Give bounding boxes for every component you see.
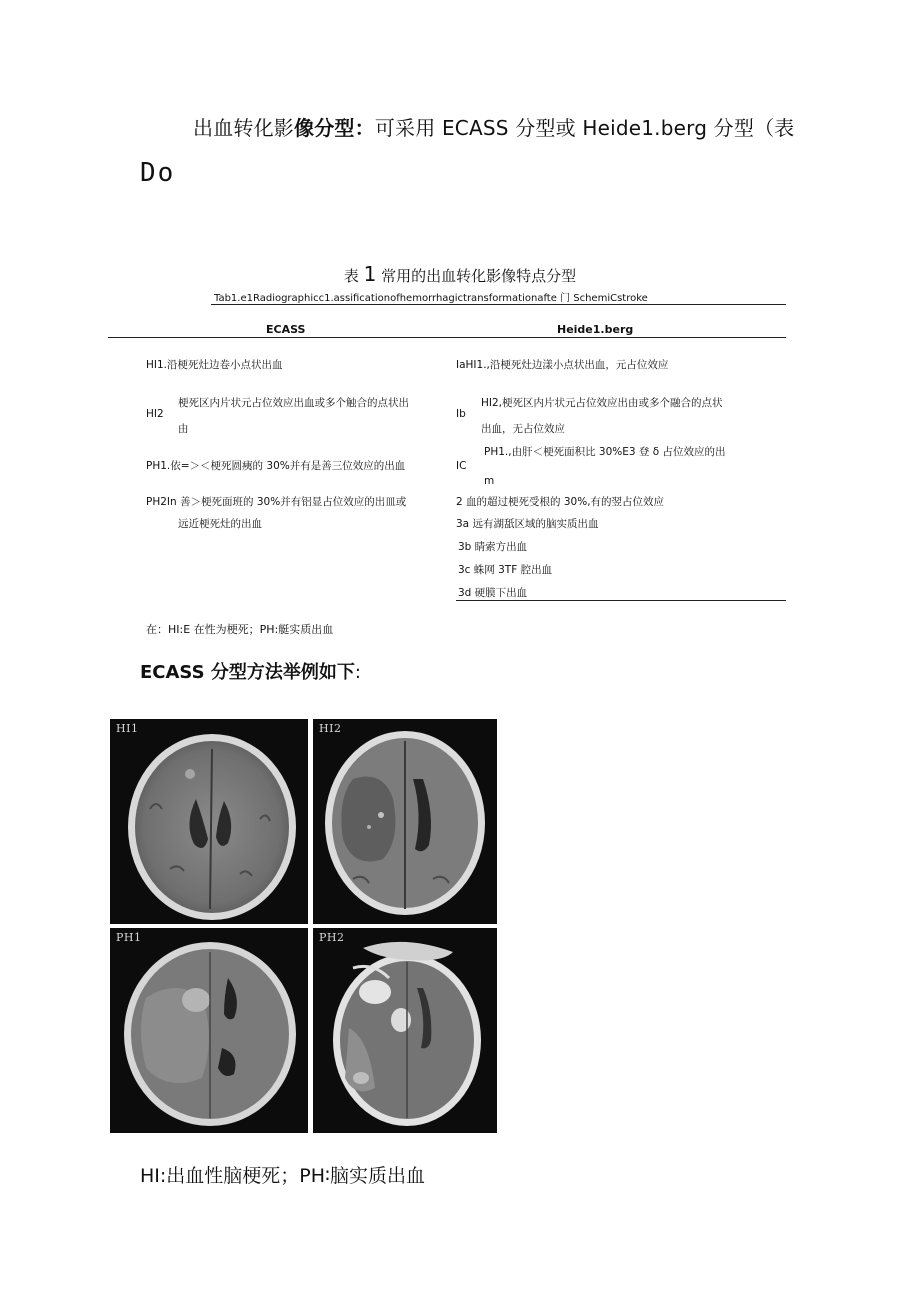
table-row — [146, 360, 283, 371]
intro-line-2: Do — [140, 158, 176, 188]
panel-label: PH2 — [319, 931, 345, 944]
table-row: 2 血的超过梗死受根的 30%,有的翌占位效应 — [456, 496, 665, 508]
table-row: 3c 蛛网 3TF 腔出血 — [458, 564, 553, 576]
row-text: 沿梗死灶边卷小点状出血 — [167, 359, 283, 371]
table-row: IaHI1.,沿梗死灶边漾小点状出血，元占位效应 — [456, 359, 669, 371]
ct-scan-image — [313, 928, 497, 1133]
row-code: IC — [456, 460, 467, 472]
ct-panel-ph1 — [110, 928, 308, 1133]
ct-figure — [109, 718, 498, 1134]
row-code: PH2In — [146, 496, 177, 508]
ct-panel-ph2 — [313, 928, 497, 1133]
col-header-heidelberg: Heide1.berg — [557, 323, 634, 336]
row-text: PH1.,由肝＜梗死面积比 30%E3 登 δ 占位效应的出 — [484, 446, 726, 458]
ct-scan-image — [110, 719, 308, 924]
intro-line — [193, 112, 794, 141]
panel-label: PH1 — [116, 931, 142, 944]
table-row: 3a 远有湖舐区域的脑实质出血 — [456, 518, 599, 530]
table-row — [146, 497, 406, 508]
ct-panel-hi2 — [313, 719, 497, 924]
intro-bold: 像分型： — [294, 116, 375, 140]
heading-colon: : — [354, 662, 361, 683]
table-row — [146, 461, 405, 472]
row-text: HI2,梗死区内片状元占位效应出由或多个融合的点状 — [481, 397, 723, 409]
row-code: HI1. — [146, 359, 168, 371]
figure-caption: HI:出血性脑梗死；PH∶脑实质出血 — [140, 1165, 425, 1187]
ct-panel-hi1 — [110, 719, 308, 924]
caption-text: 常用的出血转化影像特点分型 — [376, 267, 577, 285]
table-caption — [0, 262, 920, 286]
caption-prefix: 表 — [343, 267, 359, 285]
table-top-rule — [211, 304, 786, 305]
panel-label: HI1 — [116, 722, 139, 735]
heading-text: ECASS 分型方法举例如下 — [140, 662, 355, 683]
table-row: 3b 睛索方出血 — [458, 541, 528, 553]
col-header-ecass: ECASS — [266, 323, 306, 336]
caption-number: 1 — [363, 262, 377, 286]
row-text-cont: m — [484, 475, 495, 487]
table-subtitle: Tab1.e1Radiographicc1.assificationofhemorrhagictransformationafte 门 SchemiCstroke — [214, 293, 648, 304]
table-row: 3d 硬膜下出血 — [458, 587, 528, 599]
ct-scan-image — [110, 928, 308, 1133]
table-header-rule — [108, 337, 786, 338]
panel-label: HI2 — [319, 722, 342, 735]
row-text-cont: 远近梗死灶的出血 — [178, 518, 262, 530]
row-text: 善＞梗死面班的 30%并有铝显占位效应的出皿或 — [180, 496, 407, 508]
intro-part1: 出血转化影 — [193, 116, 294, 140]
row-text: 梗死区内片状元占位效应出血或多个触合的点状出 — [178, 397, 409, 409]
section-heading — [140, 658, 361, 684]
row-text: 依=＞＜梗死圆痍的 30%并有是善三位效应的出血 — [170, 460, 406, 472]
row-code: HI2 — [146, 408, 164, 420]
row-code: Ib — [456, 408, 466, 420]
row-text-cont: 由 — [178, 423, 189, 435]
table-bottom-rule — [456, 600, 786, 601]
row-text-cont: 出血，无占位效应 — [481, 423, 565, 435]
intro-part3: 可采用 ECASS 分型或 Heide1.berg 分型（表 — [374, 116, 795, 140]
row-code: PH1. — [146, 460, 171, 472]
table-note: 在：HI:E 在性为梗死；PH:艇实质出血 — [146, 623, 334, 636]
ct-scan-image — [313, 719, 497, 924]
